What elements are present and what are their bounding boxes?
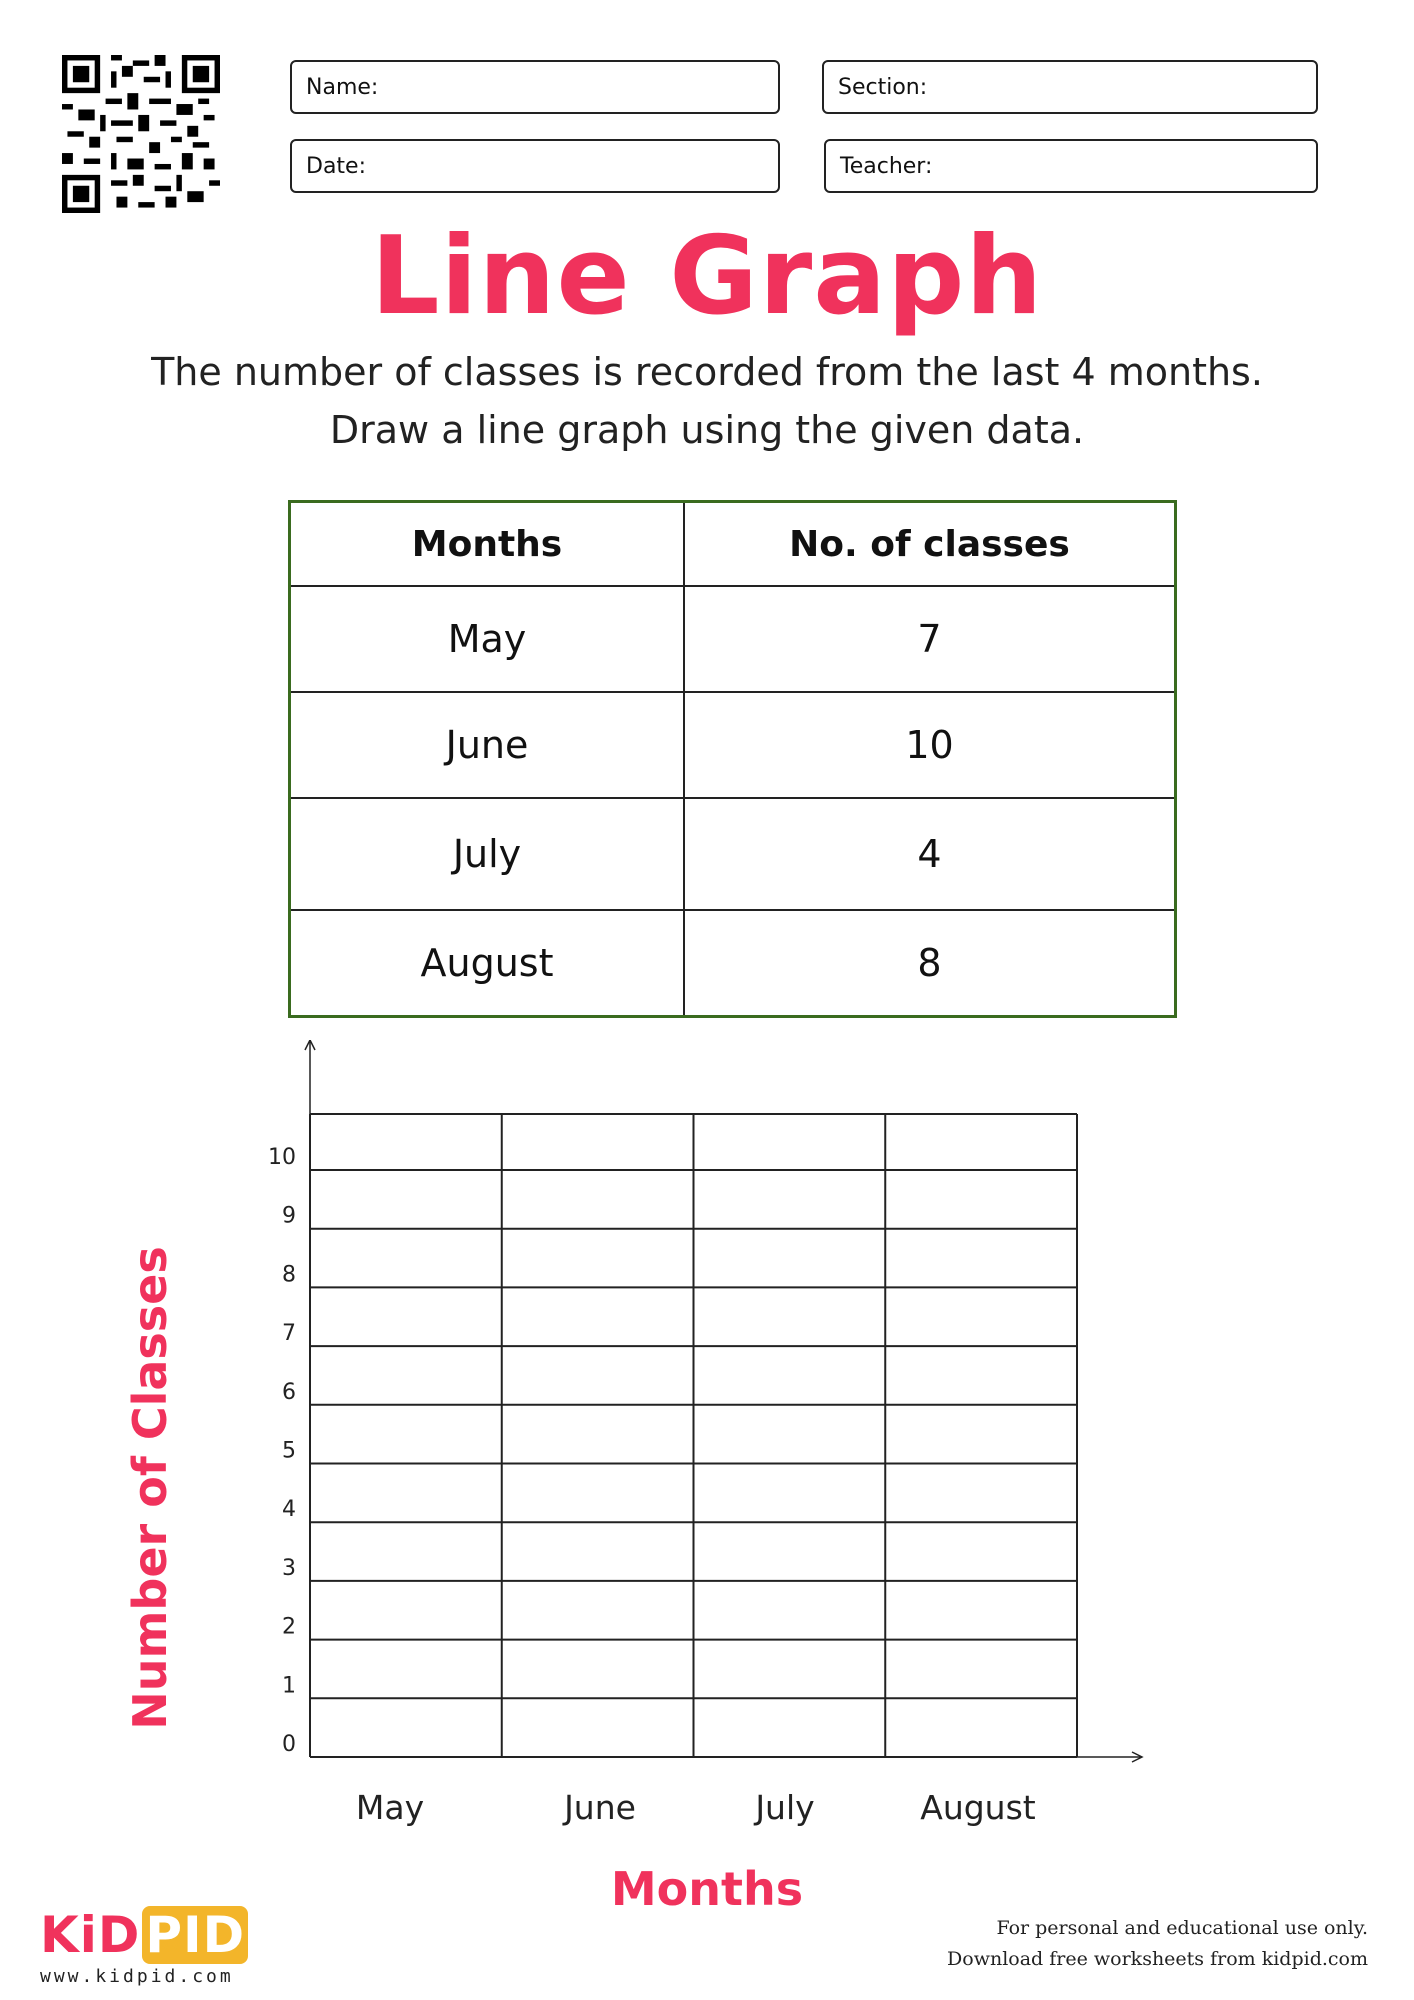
y-tick-label: 1 (282, 1673, 296, 1699)
section-label: Section: (838, 74, 928, 100)
table-header-classes: No. of classes (684, 502, 1176, 587)
qr-code (62, 55, 220, 213)
table-row (290, 798, 1176, 910)
blank-line-graph-grid[interactable] (0, 1040, 1414, 1870)
table-cell-month: June (290, 692, 685, 798)
table-header-row (290, 502, 1176, 587)
logo-kid: KiD (40, 1906, 141, 1964)
table-cell-value: 8 (684, 910, 1176, 1017)
teacher-field[interactable] (824, 139, 1318, 193)
y-tick-label: 9 (282, 1203, 296, 1229)
table-cell-value: 4 (684, 798, 1176, 910)
table-cell-month: August (290, 910, 685, 1017)
date-label: Date: (306, 153, 366, 179)
logo-url: www.kidpid.com (40, 1966, 234, 1987)
y-tick-label: 2 (282, 1614, 296, 1640)
y-tick-label: 8 (282, 1262, 296, 1288)
table-row (290, 692, 1176, 798)
footer-usage-note: For personal and educational use only. (996, 1917, 1368, 1939)
date-field[interactable] (290, 139, 780, 193)
footer-download-note: Download free worksheets from kidpid.com (947, 1948, 1368, 1970)
y-tick-label: 4 (282, 1497, 296, 1523)
table-row (290, 910, 1176, 1017)
x-tick-label: June (564, 1788, 636, 1827)
x-tick-label: May (355, 1788, 425, 1827)
data-table (288, 500, 1177, 1018)
y-tick-label: 0 (282, 1732, 296, 1757)
table-cell-value: 7 (684, 586, 1176, 692)
y-tick-label: 3 (282, 1555, 296, 1581)
table-header-months: Months (290, 502, 685, 587)
name-field[interactable] (290, 60, 780, 114)
logo-wordmark (40, 1906, 246, 1964)
table-row (290, 586, 1176, 692)
instruction-line-1: The number of classes is recorded from the last 4 months. (151, 350, 1263, 394)
y-axis-title-text: Number of Classes (123, 1246, 177, 1730)
x-tick-label: July (755, 1788, 815, 1827)
page-title: Line Graph (370, 214, 1044, 339)
section-field[interactable] (822, 60, 1318, 114)
x-tick-labels (356, 1788, 1036, 1827)
x-tick-label: August (920, 1788, 1036, 1827)
y-tick-label: 6 (282, 1379, 296, 1405)
graph-axes (305, 1040, 1142, 1762)
graph-grid-cells[interactable] (310, 1114, 1077, 1757)
logo-pid: PID (142, 1906, 248, 1964)
x-axis-title: Months (610, 1862, 804, 1916)
y-tick-labels (268, 1145, 296, 1757)
table-cell-value: 10 (684, 692, 1176, 798)
y-tick-label: 7 (282, 1321, 296, 1347)
y-tick-label: 5 (282, 1438, 296, 1464)
instruction-line-2: Draw a line graph using the given data. (329, 408, 1085, 452)
teacher-label: Teacher: (840, 153, 933, 179)
kidpid-logo (40, 1906, 246, 1987)
name-label: Name: (306, 74, 379, 100)
y-tick-label: 10 (268, 1145, 296, 1170)
table-cell-month: May (290, 586, 685, 692)
table-cell-month: July (290, 798, 685, 910)
